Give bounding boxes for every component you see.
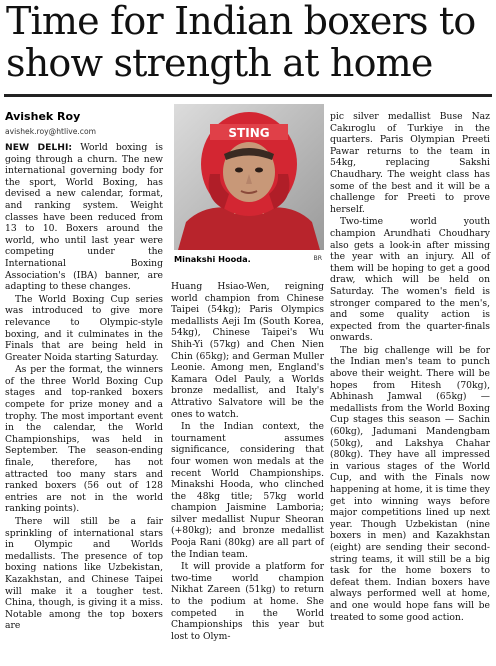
headgear-logo-text: STING: [228, 126, 270, 140]
article-paragraph: Two-time world youth champion Arundhati Choudhary also gets a look-in after missing the year with an injury. All of them will be hoping to get a good draw, which will be held on Saturday. The women's field is stronger compared to the men's, and some quality action is expected from the quarter-finals onwards.: [330, 216, 490, 344]
byline-name: Avishek Roy: [5, 110, 81, 123]
article-paragraph-text: World boxing is going through a churn. The new international governing body for the sport, World Boxing, has devised a new calendar, format, and ranking system. Weight classes have been reduced from 13 to 10. Boxers around the world, who until last year were competing under the International Boxing Association's (IBA) banner, are adapting to these changes.: [5, 142, 164, 293]
boxer-photo-image: [174, 104, 324, 250]
article-paragraph: [5, 142, 163, 293]
article-paragraph: Huang Hsiao-Wen, reigning world champion from Chinese Taipei (54kg); Paris Olympics medallists Aeji Im (South Korea, 54kg), Chinese Taipei's Wu Shih-Yi (57kg) and Chen Nien Chin (65kg); and German Muller Leonie. Among men, England's Kamara Odel Pauly, a Worlds bronze medallist, and Italy's Attrativo Salvatore will be the ones to watch.: [171, 281, 324, 420]
article-paragraph: As per the format, the winners of the three World Boxing Cup stages and top-ranked boxers compete for prize money and a trophy. The most important event in the calendar, the World Championships, was held in September. The season-ending finale, therefore, has not attracted too many stars and ranked boxers (56 out of 128 entries are not in the world ranking points).: [5, 364, 163, 515]
photo-caption: [174, 252, 324, 268]
article-column-1: [5, 142, 163, 633]
headline: [6, 0, 492, 84]
article-paragraph: In the Indian context, the tournament assumes significance, considering that four women won medals at the recent World Championships. Minakshi Hooda, who clinched the 48kg title; 57kg world champion Jaismine Lamboria; silver medallist Nupur Sheoran (+80kg); and bronze medallist Pooja Rani (80kg) are all part of the Indian team.: [171, 421, 324, 560]
dateline: NEW DELHI:: [5, 142, 73, 153]
article-column-3: [330, 111, 490, 624]
headline-line-2: show strength at home: [6, 41, 433, 85]
headline-rule: [4, 94, 492, 97]
photo-credit: BR: [313, 255, 322, 262]
article-paragraph: pic silver medallist Buse Naz Cakıroglu of Turkiye in the quarters. Paris Olympian Preeti Pawar returns to the team in 54kg, replacing Sakshi Chaudhary. The weight class has some of the best and it will be a challenge for Preeti to prove herself.: [330, 111, 490, 215]
article-paragraph: There will still be a fair sprinkling of international stars in Olympic and Worlds medallists. The presence of top boxing nations like Uzbekistan, Kazakhstan, and Chinese Taipei will make it a tougher test. China, though, is giving it a miss. Notable among the top boxers are: [5, 516, 163, 632]
byline-email[interactable]: avishek.roy@htlive.com: [5, 127, 97, 136]
boxer-photo: [174, 104, 324, 250]
photo-caption-text: Minakshi Hooda.: [174, 254, 251, 264]
article-column-2: [171, 281, 324, 643]
headline-line-1: Time for Indian boxers to: [6, 0, 476, 43]
article-paragraph: The World Boxing Cup series was introduced to give more relevance to Olympic-style boxing, and it culminates in the Finals that are being held in Greater Noida starting Saturday.: [5, 293, 163, 363]
article-paragraph: The big challenge will be for the Indian men's team to punch above their weight. There will be hopes from Hitesh (70kg), Abhinash Jamwal (65kg) — medallists from the World Boxing Cup stages this season — Sachin (60kg), Jadumani Mandengbam (50kg), and Lakshya Chahar (80kg). They have all impressed in various stages of the World Cup, and with the Finals now happening at home, it is time they get into winning ways before major competitions lined up next year. Though Uzbekistan (nine boxers in men) and Kazakhstan (eight) are sending their second-string teams, it will still be a big task for the home boxers to defeat them. Indian boxers have always performed well at home, and one would hope fans will be treated to some good action.: [330, 344, 490, 623]
article-paragraph: It will provide a platform for two-time world champion Nikhat Zareen (51kg) to return to the podium at home. She competed in the World Championships this year but lost to Olym-: [171, 561, 324, 642]
